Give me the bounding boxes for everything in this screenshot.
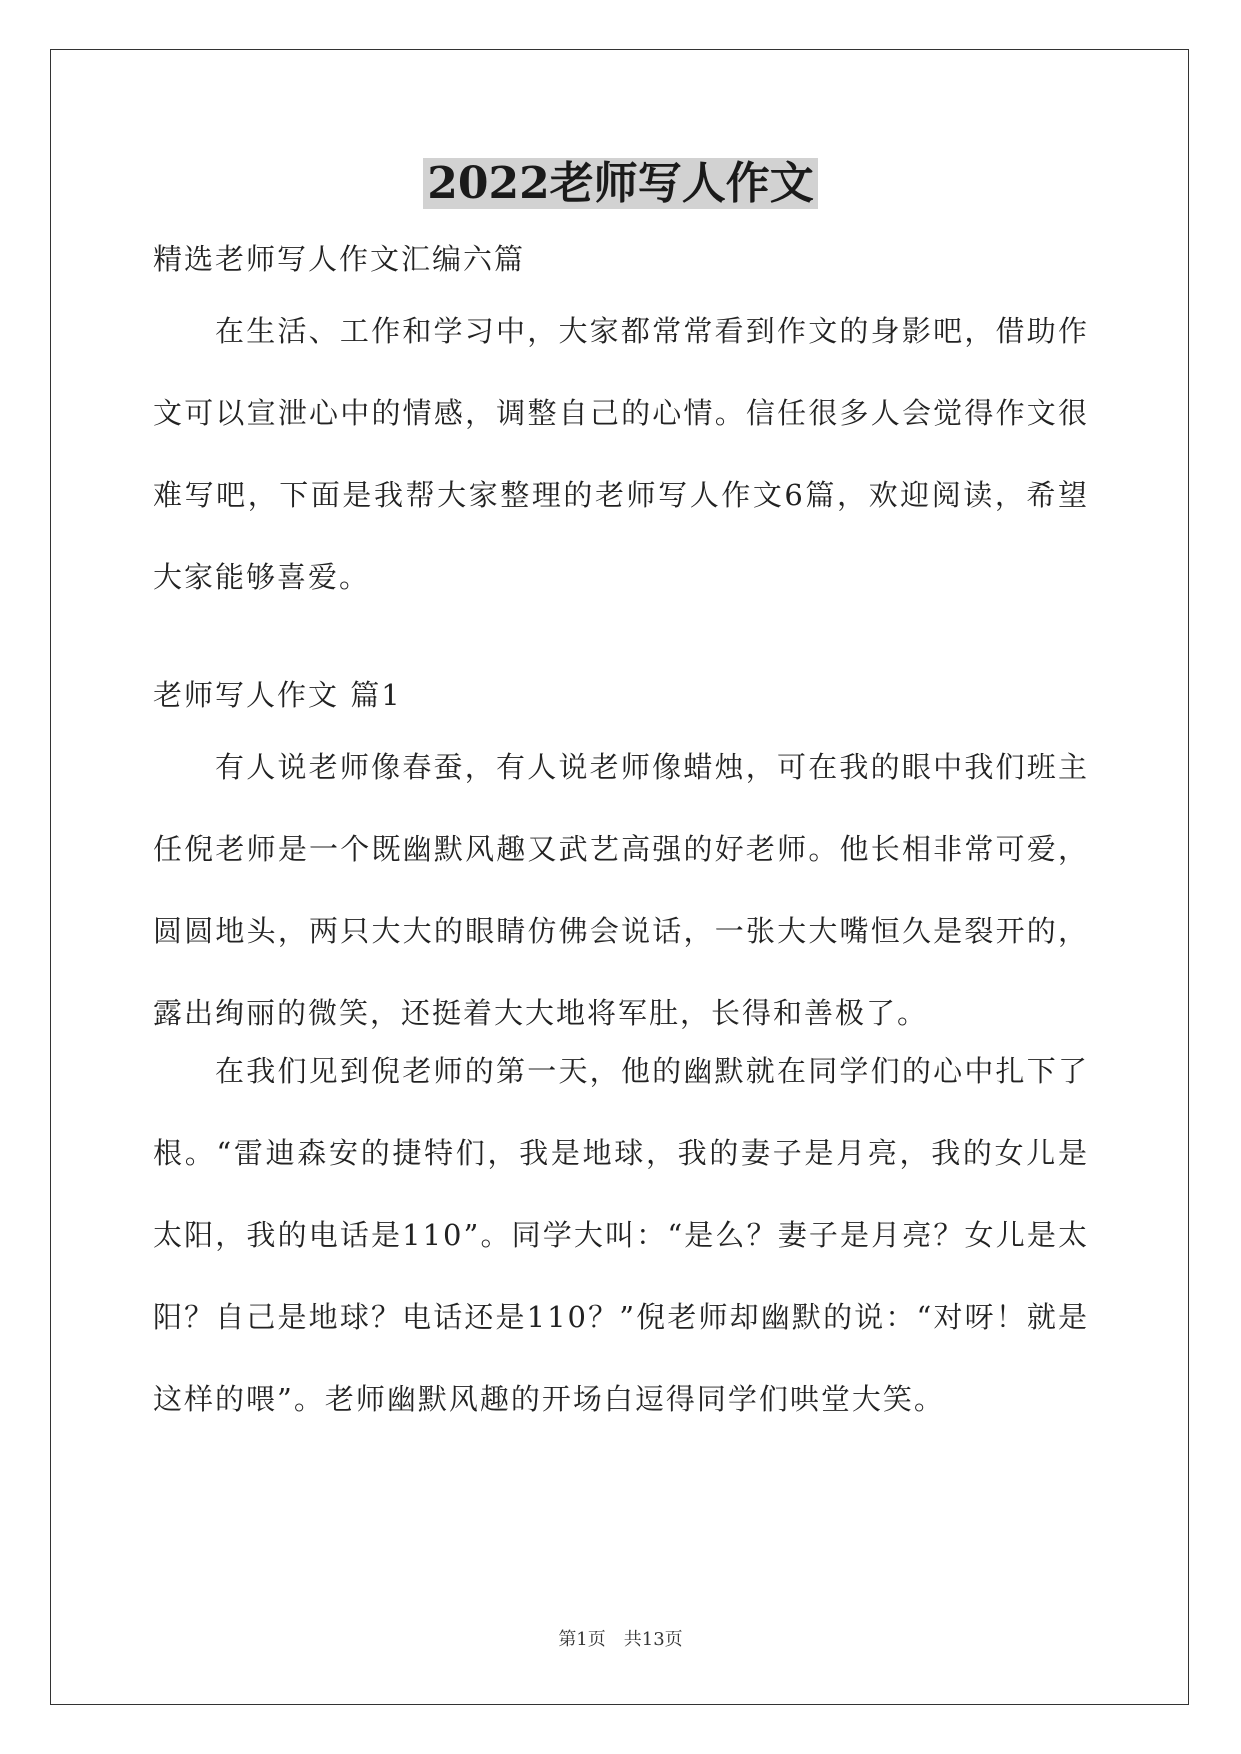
page-footer [0,1628,1241,1652]
document-title [0,152,1241,216]
body-paragraph-2: 在我们见到倪老师的第一天，他的幽默就在同学们的心中扎下了根。“雷迪森安的捷特们，我是地球，我的妻子是月亮，我的女儿是太阳，我的电话是110”。同学大叫：“是么？妻子是月亮？女儿是太阳？自己是地球？电话还是110？”倪老师却幽默的说：“对呀！就是这样的喂”。老师幽默风趣的开场白逗得同学们哄堂大笑。 [153,1054,1089,1416]
intro-paragraph: 在生活、工作和学习中，大家都常常看到作文的身影吧，借助作文可以宣泄心中的情感，调整自己的心情。信任很多人会觉得作文很难写吧，下面是我帮大家整理的老师写人作文6篇，欢迎阅读，希望大家能够喜爱。 [153,314,1089,594]
page-number: 第1页 [558,1629,606,1650]
page-total: 共13页 [623,1629,683,1650]
document-title-text: 2022老师写人作文 [423,158,817,209]
section-heading: 老师写人作文 篇1 [153,678,402,712]
document-subtitle: 精选老师写人作文汇编六篇 [153,242,526,276]
body-paragraph-1: 有人说老师像春蚕，有人说老师像蜡烛，可在我的眼中我们班主任倪老师是一个既幽默风趣又武艺高强的好老师。他长相非常可爱，圆圆地头，两只大大的眼睛仿佛会说话，一张大大嘴恒久是裂开的，露出绚丽的微笑，还挺着大大地将军肚，长得和善极了。 [153,750,1089,1030]
